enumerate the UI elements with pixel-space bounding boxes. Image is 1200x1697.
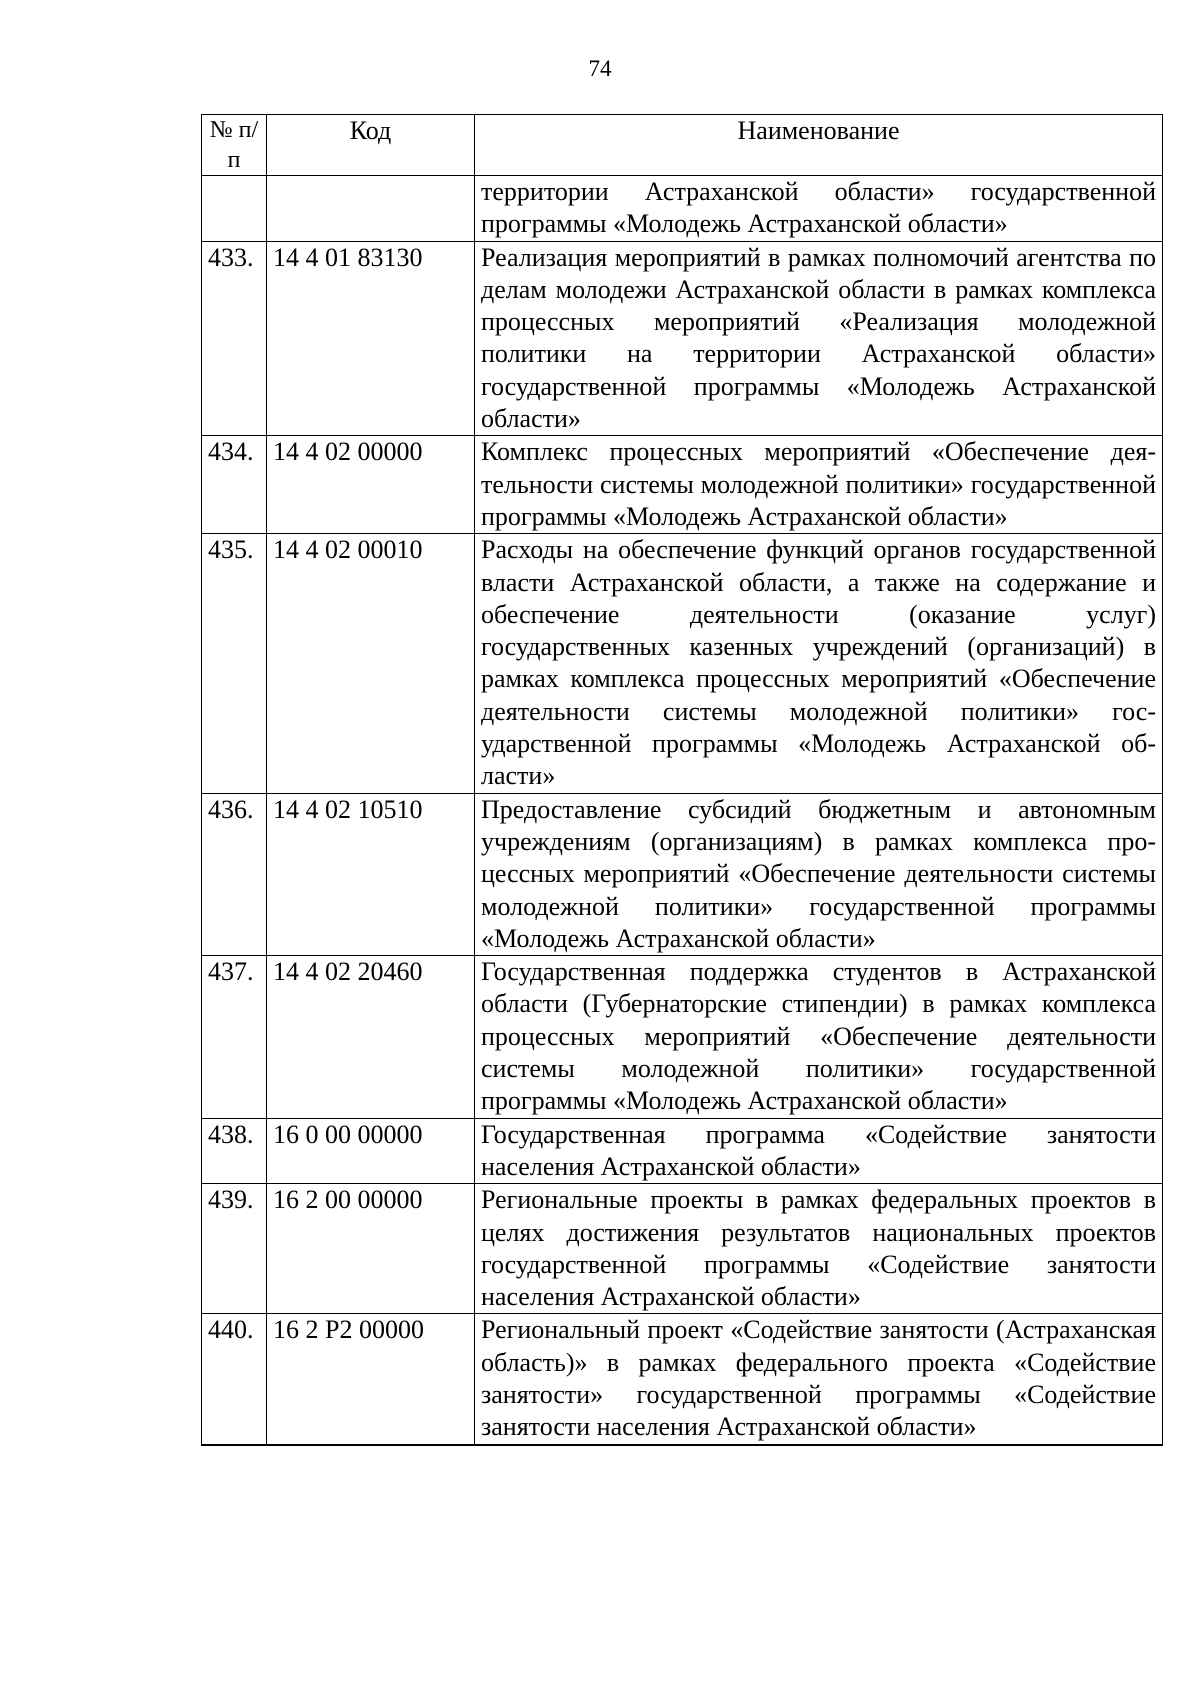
row-num: 440. [202,1314,267,1444]
row-name: Региональные проекты в рамках федеральных проектов в целях достижения результатов национальных проектов государственной программы «Содействие занятости населения Астраханской области» [475,1184,1163,1314]
row-code: 16 2 00 00000 [267,1184,475,1314]
row-num [202,176,267,242]
row-num: 435. [202,534,267,793]
row-num: 438. [202,1118,267,1184]
row-name: Предоставление субсидий бюджетным и автономным учреждениям (организациям) в рамках комплекса процессных мероприятий «Обеспечение деятельности системы молодежной политики» государственной программы «Молодежь Астраханской области» [475,793,1163,955]
table-row [202,1444,1163,1445]
table-row [202,1118,1163,1184]
table-row [202,1184,1163,1314]
table-row [202,956,1163,1118]
row-code [267,176,475,242]
row-name: Региональный проект «Содействие занятости (Астраханская область)» в рамках федерального проекта «Содействие занятости» государственной программы «Содействие занятости населения Астраханской области» [475,1314,1163,1444]
row-code [267,1444,475,1445]
table-row [202,241,1163,436]
row-name: Реализация мероприятий в рамках полномочий агентства по делам молодежи Астраханской области в рамках комплекса процессных мероприятий «Реализация молодежной политики на территории Астраханской области» государственной программы «Молодежь Астраханской области» [475,241,1163,436]
row-name: территории Астраханской области» государственной программы «Молодежь Астраханской области» [475,176,1163,242]
table-row [202,1314,1163,1444]
row-num: 433. [202,241,267,436]
row-name [475,1444,1163,1445]
row-name: Государственная поддержка студентов в Астраханской области (Губернаторские стипендии) в рамках комплекса процессных мероприятий «Обеспечение деятельности системы молодежной политики» государственной программы «Молодежь Астраханской области» [475,956,1163,1118]
row-code: 14 4 02 00010 [267,534,475,793]
header-name: Наименование [475,115,1163,176]
row-num: 436. [202,793,267,955]
budget-classification-table [201,114,1163,1446]
row-code: 16 0 00 00000 [267,1118,475,1184]
page-number: 74 [588,56,612,81]
row-code: 14 4 01 83130 [267,241,475,436]
row-num: 434. [202,436,267,534]
row-code: 14 4 02 10510 [267,793,475,955]
row-name: Расходы на обеспечение функций органов государственной власти Астраханской области, а также на содержание и обеспечение деятельности (оказание услуг) государственных казенных учреждений (организаций) в рамках комплекса процессных мероприятий «Обеспечение деятельности системы молодежной политики» государственной программы «Молодежь Астраханской области» [475,534,1163,793]
header-num: № п/п [202,115,267,176]
table-row [202,793,1163,955]
row-code: 14 4 02 00000 [267,436,475,534]
row-num: 439. [202,1184,267,1314]
row-num [202,1444,267,1445]
table-row [202,534,1163,793]
row-name: Комплекс процессных мероприятий «Обеспечение деятельности системы молодежной политики» государственной программы «Молодежь Астраханской области» [475,436,1163,534]
table-row [202,176,1163,242]
header-code: Код [267,115,475,176]
row-code: 14 4 02 20460 [267,956,475,1118]
row-num: 437. [202,956,267,1118]
row-name: Государственная программа «Содействие занятости населения Астраханской области» [475,1118,1163,1184]
row-code: 16 2 Р2 00000 [267,1314,475,1444]
table-row [202,436,1163,534]
table-header-row [202,115,1163,176]
